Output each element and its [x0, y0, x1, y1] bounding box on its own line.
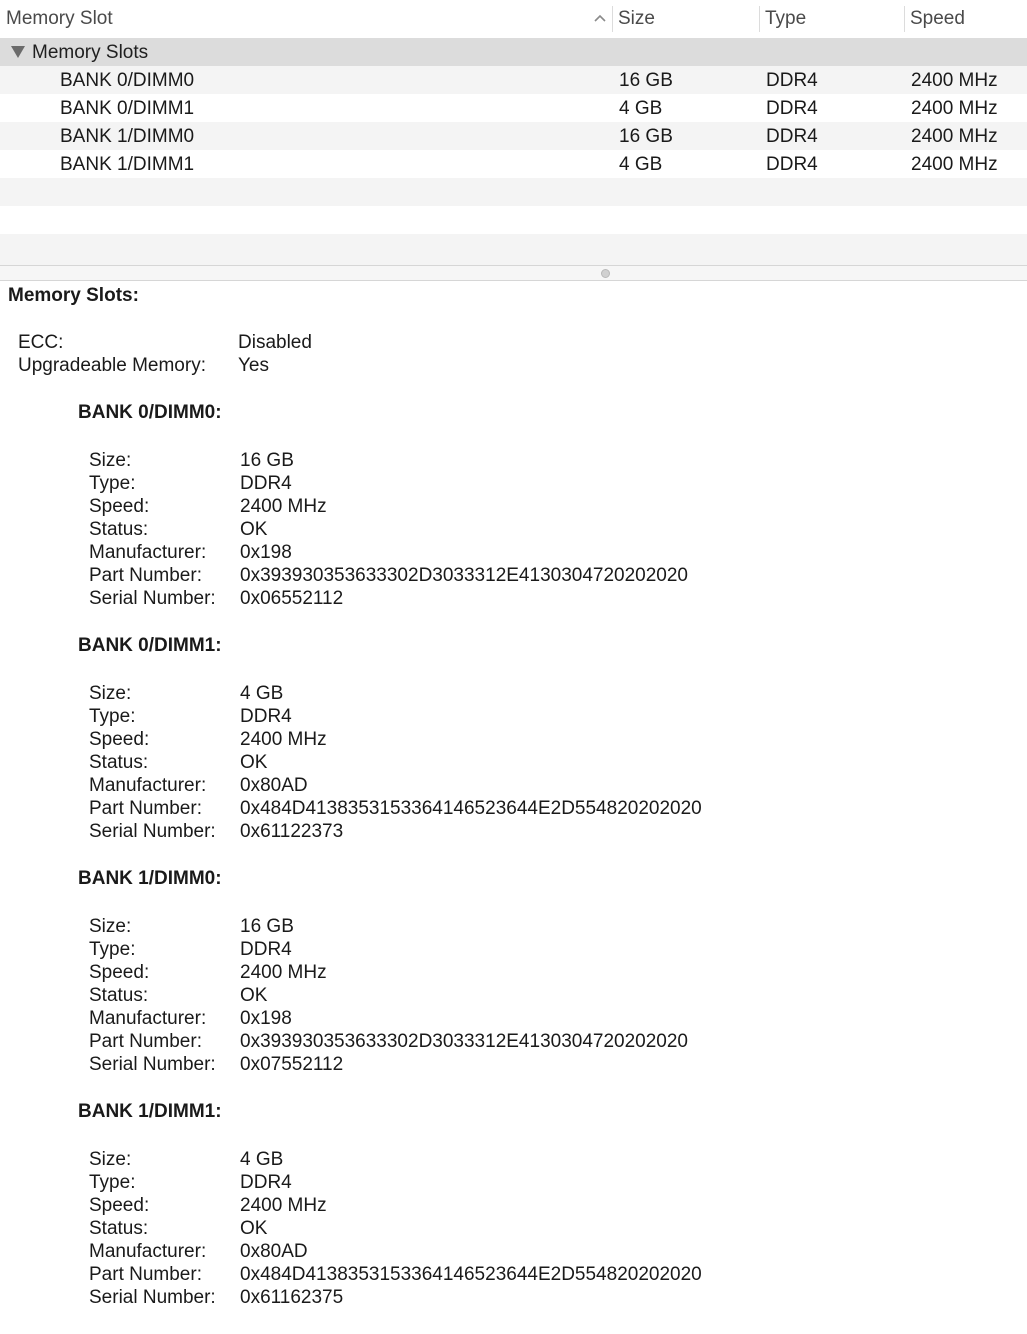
pane-splitter[interactable]: [0, 265, 1027, 281]
field-value: OK: [240, 1218, 268, 1239]
field-value: 0x198: [240, 1008, 292, 1029]
field-label: Status:: [89, 752, 149, 773]
column-header-size[interactable]: Size: [618, 8, 655, 29]
field-value: OK: [240, 985, 268, 1006]
field-label: Type:: [89, 473, 136, 494]
field-value: OK: [240, 752, 268, 773]
field-label: Size:: [89, 450, 132, 471]
bank-title: BANK 1/DIMM0:: [78, 868, 222, 889]
field-value: 2400 MHz: [240, 962, 327, 983]
field-value: 0x61122373: [240, 821, 344, 842]
field-label: Speed:: [89, 962, 150, 983]
field-value: 4 GB: [240, 683, 284, 704]
bank-title: BANK 1/DIMM1:: [78, 1101, 222, 1122]
field-value: DDR4: [240, 473, 292, 494]
cell-slot-name: BANK 0/DIMM0: [60, 70, 195, 91]
field-value: 2400 MHz: [240, 1195, 327, 1216]
field-label: Type:: [89, 706, 136, 727]
summary-label-upgradeable: Upgradeable Memory:: [18, 355, 206, 376]
field-value: 0x393930353633302D3033312E4130304720202020: [240, 565, 689, 586]
field-label: Type:: [89, 1172, 136, 1193]
field-value: 0x80AD: [240, 1241, 308, 1262]
field-label: Serial Number:: [89, 1287, 216, 1308]
field-label: Size:: [89, 916, 132, 937]
splitter-handle-icon[interactable]: [601, 269, 610, 278]
table-row[interactable]: [0, 150, 1027, 178]
cell-type: DDR4: [766, 98, 818, 119]
field-value: DDR4: [240, 706, 292, 727]
group-row-memory-slots[interactable]: [0, 38, 1027, 66]
cell-size: 16 GB: [619, 70, 673, 91]
cell-type: DDR4: [766, 154, 818, 175]
column-divider[interactable]: [759, 6, 760, 32]
cell-speed: 2400 MHz: [911, 70, 998, 91]
sort-ascending-icon[interactable]: [592, 8, 608, 28]
field-label: Manufacturer:: [89, 1008, 207, 1029]
cell-slot-name: BANK 1/DIMM1: [60, 154, 195, 175]
cell-type: DDR4: [766, 70, 818, 91]
summary-label-ecc: ECC:: [18, 332, 64, 353]
field-value: DDR4: [240, 939, 292, 960]
column-divider[interactable]: [904, 6, 905, 32]
cell-size: 4 GB: [619, 154, 663, 175]
field-label: Part Number:: [89, 798, 202, 819]
disclosure-triangle-icon[interactable]: [11, 46, 25, 58]
bank-title: BANK 0/DIMM0:: [78, 402, 222, 423]
column-header-memory-slot[interactable]: Memory Slot: [6, 8, 113, 29]
field-value: 2400 MHz: [240, 729, 327, 750]
cell-size: 16 GB: [619, 126, 673, 147]
field-value: DDR4: [240, 1172, 292, 1193]
field-label: Serial Number:: [89, 821, 216, 842]
field-value: 0x198: [240, 542, 292, 563]
field-label: Status:: [89, 1218, 149, 1239]
group-label: Memory Slots: [32, 42, 149, 63]
field-label: Status:: [89, 985, 149, 1006]
field-label: Speed:: [89, 496, 150, 517]
bank-title: BANK 0/DIMM1:: [78, 635, 222, 656]
field-label: Manufacturer:: [89, 542, 207, 563]
summary-value-ecc: Disabled: [238, 332, 312, 353]
summary-value-upgradeable: Yes: [238, 355, 269, 376]
field-value: 0x61162375: [240, 1287, 344, 1308]
table-header: [0, 0, 1027, 38]
field-value: 0x06552112: [240, 588, 344, 609]
field-label: Type:: [89, 939, 136, 960]
cell-slot-name: BANK 1/DIMM0: [60, 126, 195, 147]
cell-speed: 2400 MHz: [911, 126, 998, 147]
field-label: Size:: [89, 683, 132, 704]
field-label: Manufacturer:: [89, 1241, 207, 1262]
cell-size: 4 GB: [619, 98, 663, 119]
field-label: Part Number:: [89, 1264, 202, 1285]
detail-title: Memory Slots:: [8, 285, 139, 306]
detail-pane: [0, 281, 1027, 1334]
column-header-type[interactable]: Type: [765, 8, 807, 29]
cell-slot-name: BANK 0/DIMM1: [60, 98, 195, 119]
field-label: Serial Number:: [89, 1054, 216, 1075]
field-label: Size:: [89, 1149, 132, 1170]
field-value: OK: [240, 519, 268, 540]
column-header-speed[interactable]: Speed: [910, 8, 965, 29]
cell-speed: 2400 MHz: [911, 98, 998, 119]
table-row[interactable]: [0, 66, 1027, 94]
field-label: Status:: [89, 519, 149, 540]
field-value: 16 GB: [240, 916, 294, 937]
field-label: Part Number:: [89, 1031, 202, 1052]
field-value: 0x393930353633302D3033312E4130304720202020: [240, 1031, 689, 1052]
field-label: Serial Number:: [89, 588, 216, 609]
field-value: 0x484D4138353153364146523644E2D554820202020: [240, 798, 702, 819]
field-value: 0x484D4138353153364146523644E2D554820202020: [240, 1264, 702, 1285]
field-value: 16 GB: [240, 450, 294, 471]
field-label: Speed:: [89, 1195, 150, 1216]
field-value: 2400 MHz: [240, 496, 327, 517]
column-divider[interactable]: [612, 6, 613, 32]
empty-row: [0, 206, 1027, 234]
table-row[interactable]: [0, 122, 1027, 150]
empty-row: [0, 178, 1027, 206]
empty-row: [0, 234, 1027, 265]
field-value: 0x07552112: [240, 1054, 344, 1075]
cell-type: DDR4: [766, 126, 818, 147]
cell-speed: 2400 MHz: [911, 154, 998, 175]
table-row[interactable]: [0, 94, 1027, 122]
memory-slot-table: [0, 0, 1027, 265]
field-value: 0x80AD: [240, 775, 308, 796]
field-label: Speed:: [89, 729, 150, 750]
field-label: Manufacturer:: [89, 775, 207, 796]
field-label: Part Number:: [89, 565, 202, 586]
field-value: 4 GB: [240, 1149, 284, 1170]
